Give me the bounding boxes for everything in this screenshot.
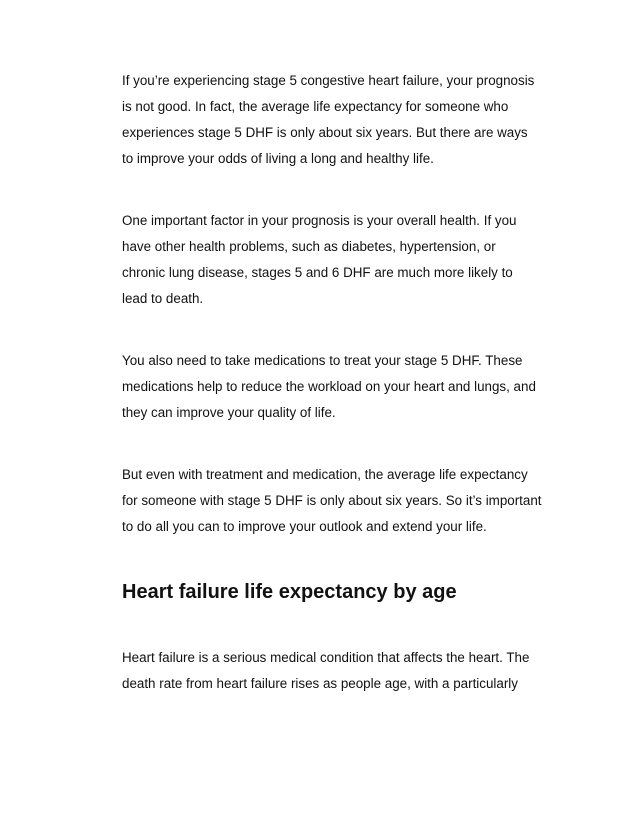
paragraph-medications	[122, 348, 582, 426]
text-line: medications help to reduce the workload on your heart and lungs, and	[122, 379, 536, 394]
text-line: is not good. In fact, the average life expectancy for someone who	[122, 99, 509, 114]
text-line: death rate from heart failure rises as people age, with a particularly	[122, 676, 518, 691]
paragraph-treatment	[122, 462, 582, 540]
paragraph-overall-health	[122, 208, 582, 312]
text-line: If you’re experiencing stage 5 congestive heart failure, your prognosis	[122, 73, 535, 88]
text-line: You also need to take medications to treat your stage 5 DHF. These	[122, 353, 523, 368]
text-line: they can improve your quality of life.	[122, 405, 336, 420]
document-page	[122, 68, 582, 697]
section-heading: Heart failure life expectancy by age	[122, 581, 457, 603]
text-line: Heart failure is a serious medical condition that affects the heart. The	[122, 650, 530, 665]
text-line: One important factor in your prognosis is your overall health. If you	[122, 213, 517, 228]
text-line: to do all you can to improve your outlook and extend your life.	[122, 519, 487, 534]
paragraph-heart-failure-intro	[122, 645, 582, 697]
text-line: lead to death.	[122, 291, 204, 306]
paragraph-stage5-prognosis	[122, 68, 582, 172]
text-line: have other health problems, such as diabetes, hypertension, or	[122, 239, 496, 254]
text-line: chronic lung disease, stages 5 and 6 DHF are much more likely to	[122, 265, 513, 280]
text-line: to improve your odds of living a long and healthy life.	[122, 151, 434, 166]
text-line: experiences stage 5 DHF is only about six years. But there are ways	[122, 125, 528, 140]
text-line: But even with treatment and medication, the average life expectancy	[122, 467, 528, 482]
text-line: for someone with stage 5 DHF is only about six years. So it’s important	[122, 493, 542, 508]
